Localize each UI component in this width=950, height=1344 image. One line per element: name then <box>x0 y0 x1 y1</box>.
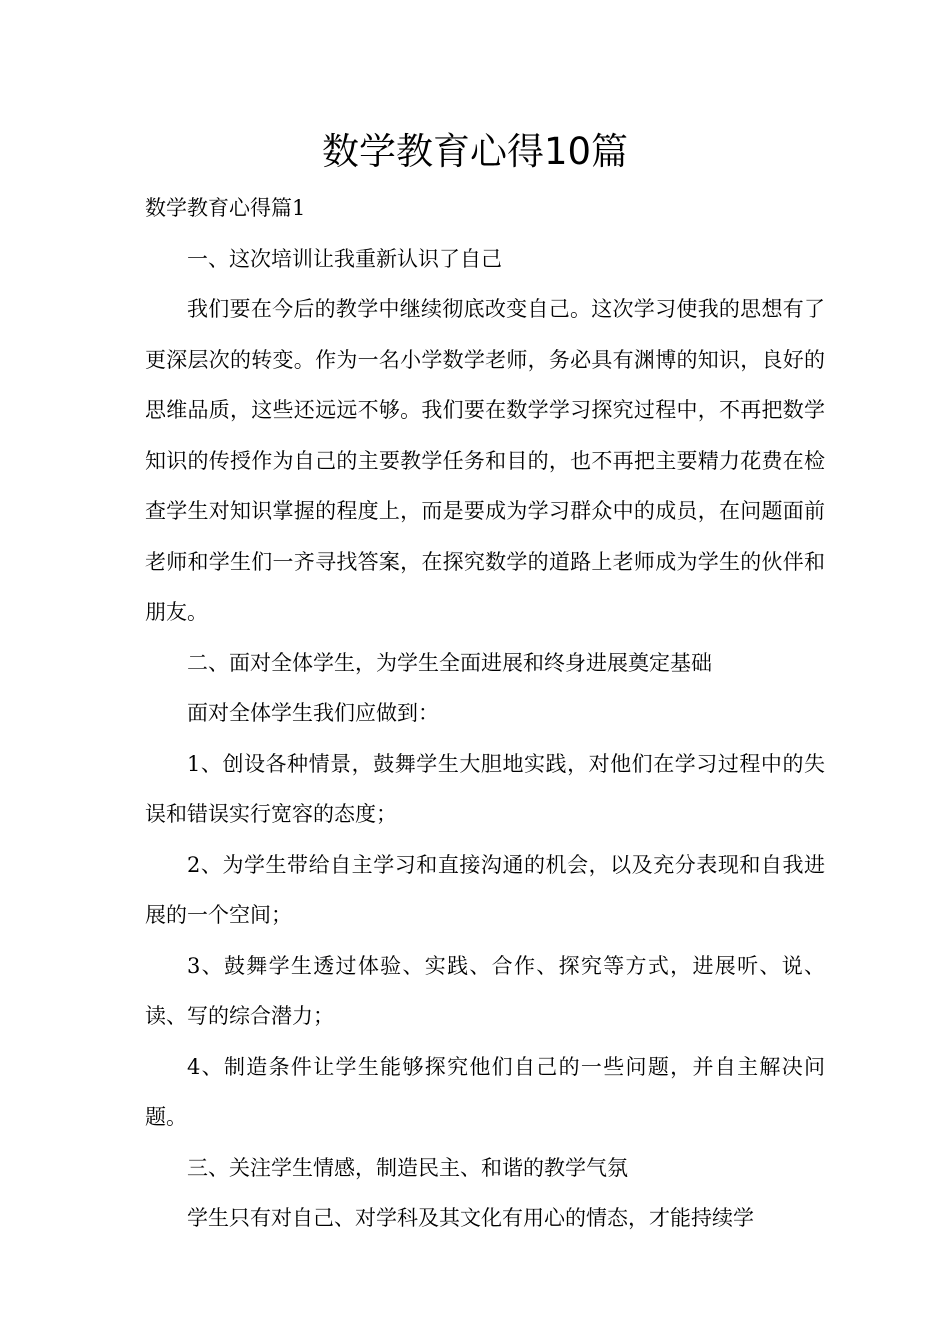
paragraph: 学生只有对自己、对学科及其文化有用心的情态，才能持续学 <box>187 1206 754 1230</box>
paragraph-heading-1: 一、这次培训让我重新认识了自己 <box>187 246 502 271</box>
list-item: 2、为学生带给自主学习和直接沟通的机会，以及充分表现和自我进展的一个空间； <box>145 852 825 927</box>
list-item: 3、鼓舞学生透过体验、实践、合作、探究等方式，进展听、说、读、写的综合潜力； <box>145 953 825 1028</box>
list-item: 1、创设各种情景，鼓舞学生大胆地实践，对他们在学习过程中的失误和错误实行宽容的态度； <box>145 751 825 826</box>
list-item: 4、制造条件让学生能够探究他们自己的一些问题，并自主解决问题。 <box>145 1054 825 1129</box>
paragraph-heading-3: 三、关注学生情感，制造民主、和谐的教学气氛 <box>187 1155 628 1180</box>
document-title: 数学教育心得10篇 <box>321 130 629 173</box>
document-body <box>145 183 825 1244</box>
paragraph: 面对全体学生我们应做到： <box>187 701 439 725</box>
paragraph: 我们要在今后的教学中继续彻底改变自己。这次学习使我的思想有了更深层次的转变。作为一名小学数学老师，务必具有渊博的知识，良好的思维品质，这些还远远不够。我们要在数学学习探究过程中，不再把数学知识的传授作为自己的主要教学任务和目的，也不再把主要精力花费在检查学生对知识掌握的程度上，而是要成为学习群众中的成员，在问题面前老师和学生们一齐寻找答案，在探究数学的道路上老师成为学生的伙伴和朋友。 <box>145 297 825 624</box>
section-heading: 数学教育心得篇1 <box>145 196 306 220</box>
paragraph-heading-2: 二、面对全体学生，为学生全面进展和终身进展奠定基础 <box>187 650 712 675</box>
